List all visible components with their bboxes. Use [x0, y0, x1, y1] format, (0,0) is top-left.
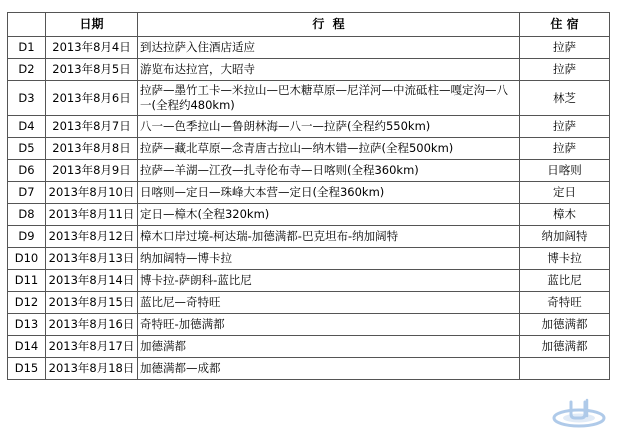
cell-stay: 拉萨 — [520, 138, 610, 160]
cell-day: D3 — [8, 81, 46, 116]
cell-stay — [520, 358, 610, 380]
cell-route: 加德满都—成都 — [138, 358, 520, 380]
table-row — [8, 160, 610, 182]
table-row — [8, 182, 610, 204]
cell-date: 2013年8月5日 — [46, 59, 138, 81]
header-day — [8, 13, 46, 37]
cell-day: D14 — [8, 336, 46, 358]
table-row — [8, 270, 610, 292]
table-header-row — [8, 13, 610, 37]
cell-stay: 林芝 — [520, 81, 610, 116]
cell-stay: 博卡拉 — [520, 248, 610, 270]
cell-stay: 加德满都 — [520, 336, 610, 358]
cell-date: 2013年8月18日 — [46, 358, 138, 380]
watermark-logo-icon — [551, 394, 607, 428]
cell-day: D6 — [8, 160, 46, 182]
table-row — [8, 37, 610, 59]
cell-route: 奇特旺-加德满都 — [138, 314, 520, 336]
cell-date: 2013年8月4日 — [46, 37, 138, 59]
cell-date: 2013年8月8日 — [46, 138, 138, 160]
cell-route: 定日—樟木(全程320km) — [138, 204, 520, 226]
cell-date: 2013年8月7日 — [46, 116, 138, 138]
cell-day: D12 — [8, 292, 46, 314]
cell-route: 博卡拉-萨朗科-蓝比尼 — [138, 270, 520, 292]
itinerary-frame — [7, 12, 609, 380]
table-row — [8, 292, 610, 314]
itinerary-body — [8, 37, 610, 380]
table-row — [8, 248, 610, 270]
cell-day: D7 — [8, 182, 46, 204]
header-route: 行 程 — [138, 13, 520, 37]
cell-stay: 加德满都 — [520, 314, 610, 336]
table-row — [8, 358, 610, 380]
header-date: 日期 — [46, 13, 138, 37]
cell-route: 拉萨—藏北草原—念青唐古拉山—纳木错—拉萨(全程500km) — [138, 138, 520, 160]
table-row — [8, 204, 610, 226]
cell-route: 加德满都 — [138, 336, 520, 358]
table-row — [8, 81, 610, 116]
cell-day: D13 — [8, 314, 46, 336]
cell-stay: 拉萨 — [520, 116, 610, 138]
header-stay: 住 宿 — [520, 13, 610, 37]
cell-day: D2 — [8, 59, 46, 81]
cell-day: D4 — [8, 116, 46, 138]
cell-date: 2013年8月11日 — [46, 204, 138, 226]
cell-stay: 日喀则 — [520, 160, 610, 182]
cell-date: 2013年8月16日 — [46, 314, 138, 336]
table-row — [8, 138, 610, 160]
cell-day: D15 — [8, 358, 46, 380]
cell-route: 游览布达拉宫，大昭寺 — [138, 59, 520, 81]
cell-stay: 拉萨 — [520, 59, 610, 81]
cell-stay: 蓝比尼 — [520, 270, 610, 292]
cell-route: 拉萨—羊湖—江孜—扎寺伦布寺—日喀则(全程360km) — [138, 160, 520, 182]
itinerary-table — [7, 12, 610, 380]
table-row — [8, 59, 610, 81]
table-row — [8, 116, 610, 138]
cell-route: 纳加阔特—博卡拉 — [138, 248, 520, 270]
table-row — [8, 226, 610, 248]
cell-date: 2013年8月10日 — [46, 182, 138, 204]
cell-route: 樟木口岸过境-柯达瑞-加德满都-巴克坦布-纳加阔特 — [138, 226, 520, 248]
cell-day: D1 — [8, 37, 46, 59]
cell-route: 日喀则—定日—珠峰大本营—定日(全程360km) — [138, 182, 520, 204]
cell-day: D11 — [8, 270, 46, 292]
cell-stay: 奇特旺 — [520, 292, 610, 314]
cell-stay: 定日 — [520, 182, 610, 204]
cell-date: 2013年8月14日 — [46, 270, 138, 292]
cell-date: 2013年8月17日 — [46, 336, 138, 358]
cell-date: 2013年8月6日 — [46, 81, 138, 116]
cell-route: 蓝比尼—奇特旺 — [138, 292, 520, 314]
cell-route: 到达拉萨入住酒店适应 — [138, 37, 520, 59]
table-row — [8, 314, 610, 336]
cell-stay: 樟木 — [520, 204, 610, 226]
cell-day: D5 — [8, 138, 46, 160]
cell-day: D8 — [8, 204, 46, 226]
cell-route: 八一—色季拉山—鲁朗林海—八一—拉萨(全程约550km) — [138, 116, 520, 138]
cell-date: 2013年8月15日 — [46, 292, 138, 314]
table-row — [8, 336, 610, 358]
cell-day: D9 — [8, 226, 46, 248]
cell-date: 2013年8月9日 — [46, 160, 138, 182]
cell-day: D10 — [8, 248, 46, 270]
cell-date: 2013年8月12日 — [46, 226, 138, 248]
cell-date: 2013年8月13日 — [46, 248, 138, 270]
cell-route: 拉萨—墨竹工卡—米拉山—巴木糖草原—尼洋河—中流砥柱—嘎定沟—八一(全程约480km) — [138, 81, 520, 116]
cell-stay: 拉萨 — [520, 37, 610, 59]
cell-stay: 纳加阔特 — [520, 226, 610, 248]
